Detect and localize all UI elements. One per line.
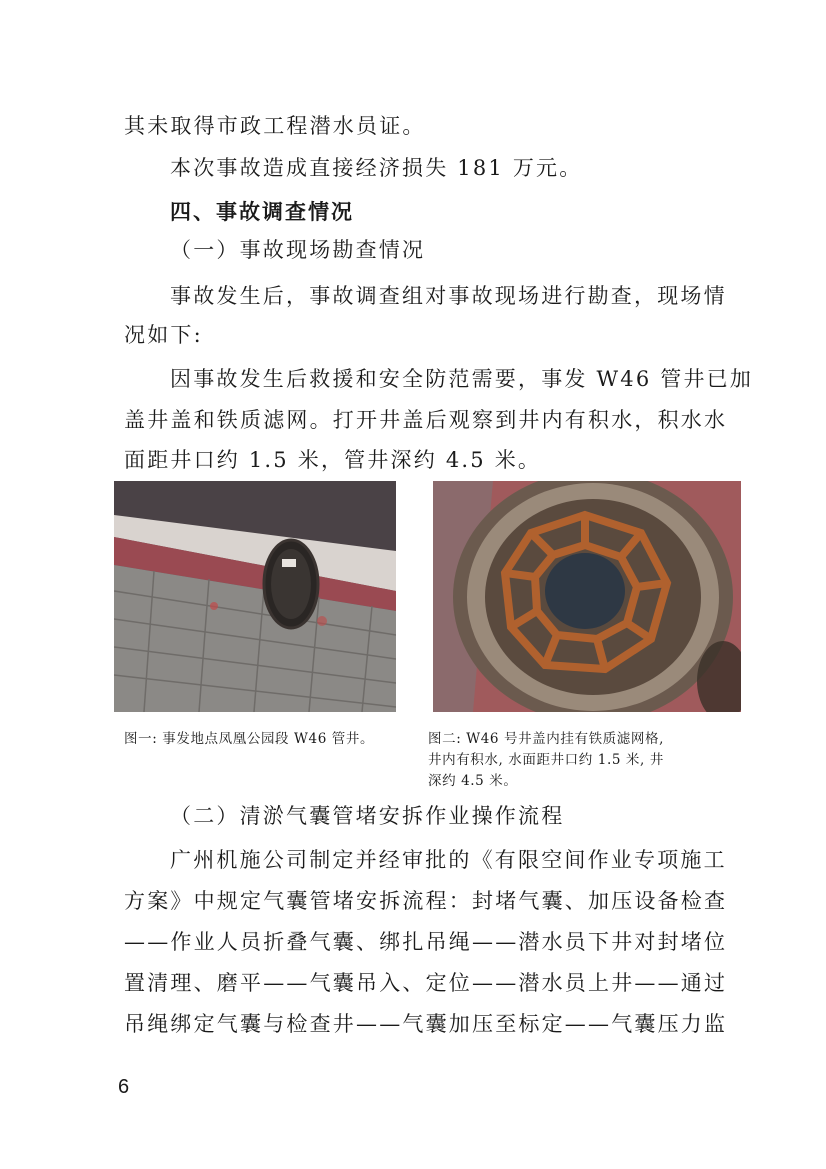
section-heading-4: 四、事故调查情况 xyxy=(170,200,354,224)
para4-line-1: 广州机施公司制定并经审批的《有限空间作业专项施工 xyxy=(170,848,727,872)
figure2-caption-line-1: 图二: W46 号井盖内挂有铁质滤网格, xyxy=(428,731,664,747)
subheading-2: （二）清淤气囊管堵安拆作业操作流程 xyxy=(170,804,565,828)
para3-line-3: 面距井口约 1.5 米，管井深约 4.5 米。 xyxy=(124,448,542,472)
figure2-photo xyxy=(433,481,741,712)
para4-line-3: ——作业人员折叠气囊、绑扎吊绳——潜水员下井对封堵位 xyxy=(124,930,728,954)
para2-line-2: 况如下: xyxy=(124,323,203,347)
figure2-caption-line-3: 深约 4.5 米。 xyxy=(428,773,518,789)
para3-line-1: 因事故发生后救援和安全防范需要，事发 W46 管井已加 xyxy=(170,367,754,391)
line-1: 其未取得市政工程潜水员证。 xyxy=(124,114,426,138)
para2-line-1: 事故发生后，事故调查组对事故现场进行勘查，现场情 xyxy=(170,284,727,308)
line-2: 本次事故造成直接经济损失 181 万元。 xyxy=(170,156,583,180)
figure1-photo xyxy=(114,481,396,712)
para4-line-5: 吊绳绑定气囊与检查井——气囊加压至标定——气囊压力监 xyxy=(124,1012,728,1036)
page-number: 6 xyxy=(118,1076,130,1098)
figure1-caption: 图一: 事发地点凤凰公园段 W46 管井。 xyxy=(124,731,375,747)
figure2-caption-line-2: 井内有积水, 水面距井口约 1.5 米, 井 xyxy=(428,752,664,768)
subheading-1: （一）事故现场勘查情况 xyxy=(170,238,426,262)
para4-line-4: 置清理、磨平——气囊吊入、定位——潜水员上井——通过 xyxy=(124,971,728,995)
para4-line-2: 方案》中规定气囊管堵安拆流程：封堵气囊、加压设备检查 xyxy=(124,889,728,913)
para3-line-2: 盖井盖和铁质滤网。打开井盖后观察到井内有积水，积水水 xyxy=(124,408,728,432)
